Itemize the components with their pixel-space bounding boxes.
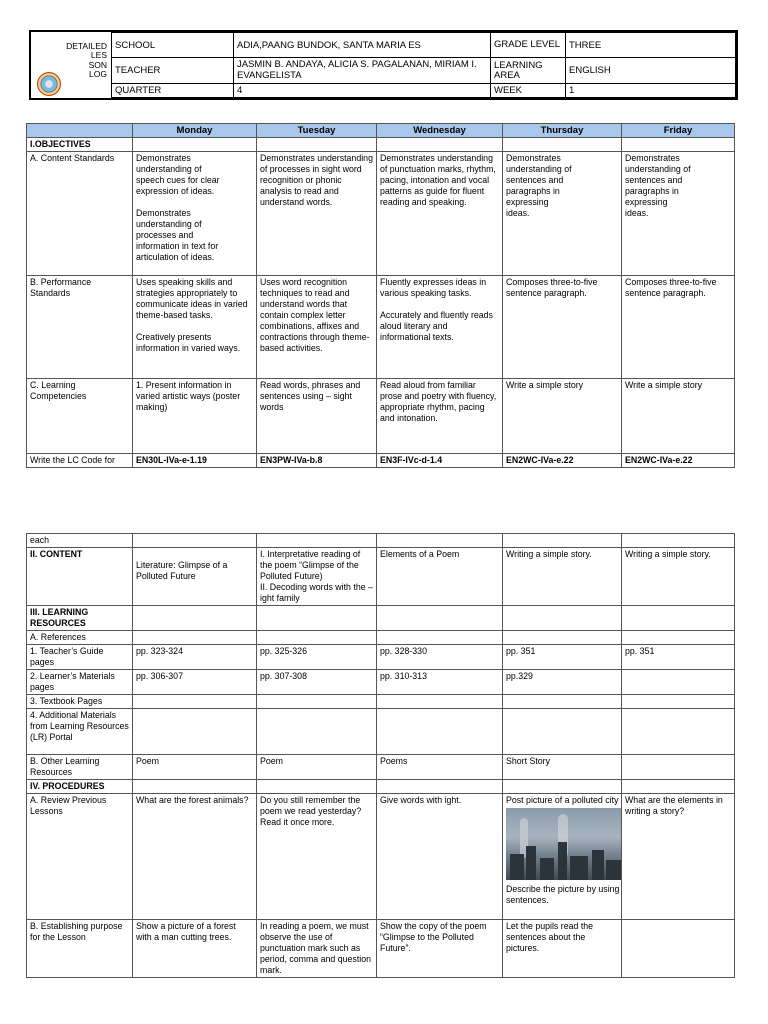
each-row [27, 534, 735, 548]
cell-wednesday: Poems [377, 755, 503, 780]
cell-thursday: Composes three-to-five sentence paragraph. [503, 276, 622, 379]
cell-monday: Show a picture of a forest with a man cutting trees. [133, 920, 257, 978]
cell-tuesday: In reading a poem, we must observe the use of punctuation mark such as period, comma and question mark. [257, 920, 377, 978]
cell-wednesday: Fluently expresses ideas in various speaking tasks. Accurately and fluently reads aloud literary and informational texts. [377, 276, 503, 379]
content-procedures-table [26, 533, 735, 978]
week-value: 1 [566, 83, 736, 97]
cell-thursday: Let the pupils read the sentences about the pictures. [503, 920, 622, 978]
learning-resources-row [27, 606, 735, 631]
cell-monday: Literature: Glimpse of a Polluted Future [133, 548, 257, 606]
procedures-row [27, 780, 735, 794]
thursday-review-text: Post picture of a polluted city [506, 795, 619, 805]
row-label: 4. Additional Materials from Learning Resources (LR) Portal [27, 709, 133, 755]
lc-code-tuesday: EN3PW-IVa-b.8 [257, 454, 377, 468]
thursday-review-caption: Describe the picture by using sentences. [506, 884, 620, 905]
grade-value: THREE [566, 33, 736, 58]
week-label: WEEK [491, 83, 566, 97]
quarter-label: QUARTER [112, 83, 234, 97]
lc-code-monday: EN30L-IVa-e-1.19 [133, 454, 257, 468]
day-wednesday: Wednesday [377, 124, 503, 138]
cell-monday: Demonstrates understanding of speech cues for clear expression of ideas. Demonstrates understanding of processes and information in text for articulation of ideas. [133, 152, 257, 276]
row-label: B. Performance Standards [27, 276, 133, 379]
cell-tuesday: Uses word recognition techniques to read and understand words that contain complex letter combinations, affixes and contractions through theme-based activities. [257, 276, 377, 379]
lc-code-wednesday: EN3F-IVc-d-1.4 [377, 454, 503, 468]
quarter-value: 4 [234, 83, 491, 97]
cell-thursday: Demonstrates understanding of sentences and paragraphs in expressing ideas. [503, 152, 622, 276]
learners-materials-row [27, 670, 735, 695]
cell-friday: What are the elements in writing a story? [622, 794, 735, 920]
header-block [29, 30, 738, 100]
cell-monday: Uses speaking skills and strategies appropriately to communicate ideas in varied theme-based tasks. Creatively presents information in varied ways. [133, 276, 257, 379]
title-line: SON [88, 59, 107, 70]
cell-friday [622, 920, 735, 978]
row-label: Write the LC Code for [27, 454, 133, 468]
cell-wednesday: Show the copy of the poem “Glimpse to the Polluted Future”. [377, 920, 503, 978]
polluted-city-photo [506, 808, 622, 880]
area-label: LEARNING AREA [491, 58, 566, 83]
day-tuesday: Tuesday [257, 124, 377, 138]
school-label: SCHOOL [112, 33, 234, 58]
cell-thursday: Short Story [503, 755, 622, 780]
cell-wednesday: Read aloud from familiar prose and poetry with fluency, appropriate rhythm, pacing and intonation. [377, 379, 503, 454]
teachers-guide-row [27, 645, 735, 670]
content-standards-row [27, 152, 735, 276]
section-heading: II. CONTENT [27, 548, 133, 606]
row-label: A. Content Standards [27, 152, 133, 276]
day-header-row [27, 124, 735, 138]
cell-wednesday: Give words with ight. [377, 794, 503, 920]
other-resources-row [27, 755, 735, 780]
review-row [27, 794, 735, 920]
cell-tuesday: Do you still remember the poem we read yesterday? Read it once more. [257, 794, 377, 920]
cell-tuesday: pp. 325-326 [257, 645, 377, 670]
cell-thursday: Write a simple story [503, 379, 622, 454]
competencies-row [27, 379, 735, 454]
day-thursday: Thursday [503, 124, 622, 138]
row-label: each [27, 534, 133, 548]
cell-friday: pp. 351 [622, 645, 735, 670]
section-heading: I.OBJECTIVES [27, 138, 133, 152]
cell-thursday: pp. 351 [503, 645, 622, 670]
row-label: A. References [27, 631, 133, 645]
section-heading: IV. PROCEDURES [27, 780, 133, 794]
cell-friday: Composes three-to-five sentence paragraph. [622, 276, 735, 379]
row-label: A. Review Previous Lessons [27, 794, 133, 920]
additional-materials-row [27, 709, 735, 755]
row-label: 1. Teacher’s Guide pages [27, 645, 133, 670]
cell-thursday [503, 794, 622, 920]
row-label: 2. Learner’s Materials pages [27, 670, 133, 695]
teacher-value: JASMIN B. ANDAYA, ALICIA S. PAGALANAN, MIRIAM I. EVANGELISTA [234, 58, 491, 83]
cell-wednesday: pp. 328-330 [377, 645, 503, 670]
content-row [27, 548, 735, 606]
title-line: LOG [89, 69, 107, 79]
grade-label: GRADE LEVEL [491, 33, 566, 58]
lc-code-thursday: EN2WC-IVa-e.22 [503, 454, 622, 468]
objectives-row [27, 138, 735, 152]
teacher-label: TEACHER [112, 58, 234, 83]
row-label: B. Other Learning Resources [27, 755, 133, 780]
row-label: B. Establishing purpose for the Lesson [27, 920, 133, 978]
textbook-row [27, 695, 735, 709]
cell-monday: pp. 323-324 [133, 645, 257, 670]
title-line: LES [90, 50, 107, 60]
purpose-row [27, 920, 735, 978]
lc-code-row [27, 454, 735, 468]
cell-tuesday: I. Interpretative reading of the poem “Glimpse of the Polluted Future) II. Decoding words with the –ight family [257, 548, 377, 606]
cell-wednesday: Demonstrates understanding of punctuation marks, rhythm, pacing, intonation and vocal patterns as guide for fluent reading and speaking. [377, 152, 503, 276]
cell-monday: pp. 306-307 [133, 670, 257, 695]
cell-friday: Demonstrates understanding of sentences and paragraphs in expressing ideas. [622, 152, 735, 276]
cell-thursday: Writing a simple story. [503, 548, 622, 606]
cell-tuesday: Read words, phrases and sentences using – sight words [257, 379, 377, 454]
cell-friday [622, 670, 735, 695]
performance-standards-row [27, 276, 735, 379]
row-label: C. Learning Competencies [27, 379, 133, 454]
section-heading: III. LEARNING RESOURCES [27, 606, 133, 631]
cell-wednesday: Elements of a Poem [377, 548, 503, 606]
cell-tuesday: Poem [257, 755, 377, 780]
cell-monday: 1. Present information in varied artistic ways (poster making) [133, 379, 257, 454]
references-row [27, 631, 735, 645]
cell-monday: Poem [133, 755, 257, 780]
dll-title [66, 42, 107, 80]
cell-friday [622, 755, 735, 780]
cell-friday: Writing a simple story. [622, 548, 735, 606]
cell-friday: Write a simple story [622, 379, 735, 454]
cell-thursday: pp.329 [503, 670, 622, 695]
day-monday: Monday [133, 124, 257, 138]
lc-code-friday: EN2WC-IVa-e.22 [622, 454, 735, 468]
row-label: 3. Textbook Pages [27, 695, 133, 709]
cell-wednesday: pp. 310-313 [377, 670, 503, 695]
cell-monday: What are the forest animals? [133, 794, 257, 920]
title-line: DETAILED [66, 40, 107, 51]
objectives-table [26, 123, 735, 468]
school-value: ADIA,PAANG BUNDOK, SANTA MARIA ES [234, 33, 491, 58]
area-value: ENGLISH [566, 58, 736, 83]
cell-tuesday: pp. 307-308 [257, 670, 377, 695]
cell-tuesday: Demonstrates understanding of processes in sight word recognition or phonic analysis to read and understand words. [257, 152, 377, 276]
day-friday: Friday [622, 124, 735, 138]
